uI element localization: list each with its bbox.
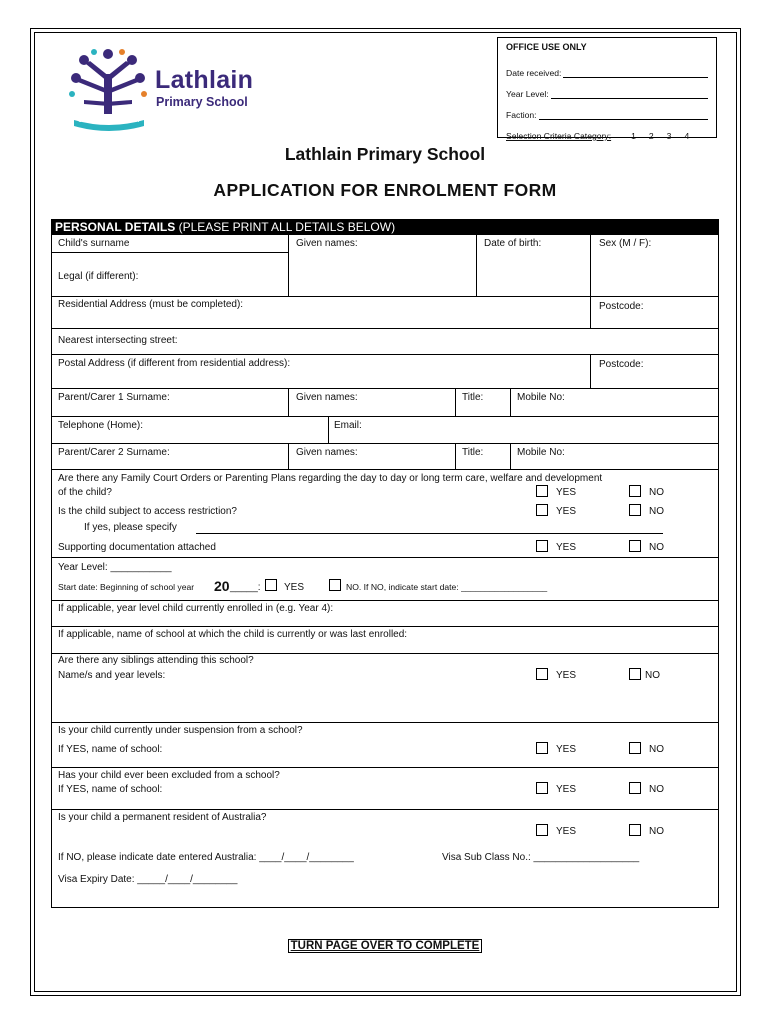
supporting-no-checkbox[interactable] xyxy=(629,540,641,552)
legal-name-field[interactable]: Legal (if different): xyxy=(58,271,139,282)
excluded-question: Has your child ever been excluded from a school? xyxy=(58,770,280,781)
divider xyxy=(590,297,591,328)
supporting-yes-checkbox[interactable] xyxy=(536,540,548,552)
date-received-line[interactable] xyxy=(563,68,708,78)
access-yes-label: YES xyxy=(556,506,577,517)
divider xyxy=(455,444,456,469)
court-no-checkbox[interactable] xyxy=(629,485,641,497)
category-numbers xyxy=(631,131,702,141)
visa-expiry-field[interactable]: Visa Expiry Date: _____/____/________ xyxy=(58,874,238,885)
start-year-prefix: 20 xyxy=(214,578,230,594)
parent2-given-field[interactable]: Given names: xyxy=(296,447,358,458)
given-names-field[interactable]: Given names: xyxy=(296,238,358,249)
footer xyxy=(0,939,770,953)
specify-line[interactable] xyxy=(196,533,663,534)
school-title: Lathlain Primary School xyxy=(284,144,486,164)
postal-address-field[interactable]: Postal Address (if different from residential address): xyxy=(58,358,291,369)
divider xyxy=(288,444,289,469)
suspension-question: Is your child currently under suspension from a school? xyxy=(58,725,303,736)
year-level-line[interactable] xyxy=(551,89,708,99)
divider xyxy=(510,444,511,469)
supporting-no-label: NO xyxy=(649,542,664,553)
access-question: Is the child subject to access restriction? xyxy=(58,506,237,517)
siblings-no-label: NO xyxy=(645,670,660,681)
court-yes-checkbox[interactable] xyxy=(536,485,548,497)
category-2[interactable]: 2 xyxy=(648,131,654,141)
sex-field[interactable]: Sex (M / F): xyxy=(599,238,652,249)
parent1-surname-field[interactable]: Parent/Carer 1 Surname: xyxy=(58,392,170,403)
siblings-yes-checkbox[interactable] xyxy=(536,668,548,680)
access-yes-checkbox[interactable] xyxy=(536,504,548,516)
nearest-street-row xyxy=(52,329,718,355)
excluded-yes-label: YES xyxy=(556,784,577,795)
year-level-field[interactable]: Year Level: ___________ xyxy=(58,562,172,573)
form-title: APPLICATION FOR ENROLMENT FORM xyxy=(213,180,557,200)
siblings-question: Are there any siblings attending this school? xyxy=(58,655,254,666)
start-date-label: Start date: Beginning of school year xyxy=(58,582,195,592)
visa-subclass-field[interactable]: Visa Sub Class No.: ___________________ xyxy=(442,852,640,863)
start-no-label[interactable]: NO. If NO, indicate start date: __________________ xyxy=(346,582,548,592)
logo-motto: SEEK · STRIVE · LEARN xyxy=(78,118,140,124)
court-question-line1: Are there any Family Court Orders or Parenting Plans regarding the day to day or long term care, welfare and development xyxy=(58,473,603,484)
residential-address-field[interactable]: Residential Address (must be completed): xyxy=(58,299,244,310)
resident-row xyxy=(52,810,718,907)
parent1-title-field[interactable]: Title: xyxy=(462,392,484,403)
parent2-mobile-field[interactable]: Mobile No: xyxy=(517,447,565,458)
enrolment-form xyxy=(51,235,719,908)
telephone-home-field[interactable]: Telephone (Home): xyxy=(58,420,144,431)
postcode-field[interactable]: Postcode: xyxy=(599,301,644,312)
divider xyxy=(52,252,288,253)
court-orders-row xyxy=(52,470,718,558)
child-details-row xyxy=(52,235,718,297)
postal-row xyxy=(52,355,718,389)
enrolled-row xyxy=(52,601,718,627)
email-field[interactable]: Email: xyxy=(334,420,362,431)
divider xyxy=(288,389,289,416)
parent1-given-field[interactable]: Given names: xyxy=(296,392,358,403)
court-yes-label: YES xyxy=(556,487,577,498)
start-yes-checkbox[interactable] xyxy=(265,579,277,591)
specify-label: If yes, please specify xyxy=(84,522,177,533)
excluded-row xyxy=(52,768,718,810)
resident-no-label: NO xyxy=(649,826,664,837)
residential-row xyxy=(52,297,718,329)
suspension-no-label: NO xyxy=(649,744,664,755)
year-level-row xyxy=(52,558,718,601)
turn-page-note: TURN PAGE OVER TO COMPLETE xyxy=(288,939,483,953)
category-3[interactable]: 3 xyxy=(666,131,672,141)
resident-question: Is your child a permanent resident of Australia? xyxy=(58,812,267,823)
selection-criteria-label: Selection Criteria Category: xyxy=(506,131,612,141)
divider xyxy=(510,389,511,416)
divider xyxy=(455,389,456,416)
nearest-street-field[interactable]: Nearest intersecting street: xyxy=(58,335,178,346)
logo-name: Lathlain xyxy=(155,66,254,94)
section-heading-rest: (PLEASE PRINT ALL DETAILS BELOW) xyxy=(175,220,396,234)
divider xyxy=(590,355,591,388)
suspension-yes-checkbox[interactable] xyxy=(536,742,548,754)
suspension-row xyxy=(52,723,718,768)
section-heading-bold: PERSONAL DETAILS xyxy=(55,220,176,234)
start-yes-label: YES xyxy=(284,582,305,593)
access-no-label: NO xyxy=(649,506,664,517)
category-4[interactable]: 4 xyxy=(684,131,690,141)
parent2-surname-field[interactable]: Parent/Carer 2 Surname: xyxy=(58,447,170,458)
suspension-school-field[interactable]: If YES, name of school: xyxy=(58,744,163,755)
school-name-row xyxy=(52,627,718,654)
supporting-docs-label: Supporting documentation attached xyxy=(58,542,216,553)
date-entered-field[interactable]: If NO, please indicate date entered Australia: ____/____/________ xyxy=(58,852,354,863)
school-logo xyxy=(64,44,274,134)
divider xyxy=(328,417,329,443)
parent2-title-field[interactable]: Title: xyxy=(462,447,484,458)
section-heading xyxy=(51,219,719,235)
divider xyxy=(288,235,289,296)
parent2-row xyxy=(52,444,718,470)
siblings-names-field[interactable]: Name/s and year levels: xyxy=(58,670,166,681)
postal-postcode-field[interactable]: Postcode: xyxy=(599,359,644,370)
resident-no-checkbox[interactable] xyxy=(629,824,641,836)
resident-yes-checkbox[interactable] xyxy=(536,824,548,836)
logo-subtitle: Primary School xyxy=(156,95,248,109)
childs-surname-field[interactable]: Child's surname xyxy=(58,238,130,249)
supporting-yes-label: YES xyxy=(556,542,577,553)
faction-label: Faction: xyxy=(506,110,537,120)
suspension-no-checkbox[interactable] xyxy=(629,742,641,754)
excluded-no-checkbox[interactable] xyxy=(629,782,641,794)
court-question-line2: of the child? xyxy=(58,487,112,498)
siblings-no-checkbox[interactable] xyxy=(629,668,641,680)
siblings-yes-label: YES xyxy=(556,670,577,681)
divider xyxy=(476,235,477,296)
court-no-label: NO xyxy=(649,487,664,498)
suspension-yes-label: YES xyxy=(556,744,577,755)
date-of-birth-field[interactable]: Date of birth: xyxy=(484,238,542,249)
siblings-row xyxy=(52,654,718,723)
access-no-checkbox[interactable] xyxy=(629,504,641,516)
office-use-title: OFFICE USE ONLY xyxy=(506,42,587,52)
telephone-row xyxy=(52,417,718,444)
category-1[interactable]: 1 xyxy=(631,131,636,141)
enrolled-year-field[interactable]: If applicable, year level child currently enrolled in (e.g. Year 4): xyxy=(58,603,334,614)
parent1-mobile-field[interactable]: Mobile No: xyxy=(517,392,565,403)
excluded-no-label: NO xyxy=(649,784,664,795)
year-level-label: Year Level: xyxy=(506,89,549,99)
faction-line[interactable] xyxy=(539,110,708,120)
date-received-label: Date received: xyxy=(506,68,562,78)
divider xyxy=(590,235,591,296)
office-use-box xyxy=(497,37,717,141)
resident-yes-label: YES xyxy=(556,826,577,837)
excluded-yes-checkbox[interactable] xyxy=(536,782,548,794)
excluded-school-field[interactable]: If YES, name of school: xyxy=(58,784,163,795)
previous-school-field[interactable]: If applicable, name of school at which the child is currently or was last enrolled: xyxy=(58,629,408,640)
start-year-blank[interactable]: _____: xyxy=(230,582,261,593)
parent1-row xyxy=(52,389,718,417)
start-no-checkbox[interactable] xyxy=(329,579,341,591)
